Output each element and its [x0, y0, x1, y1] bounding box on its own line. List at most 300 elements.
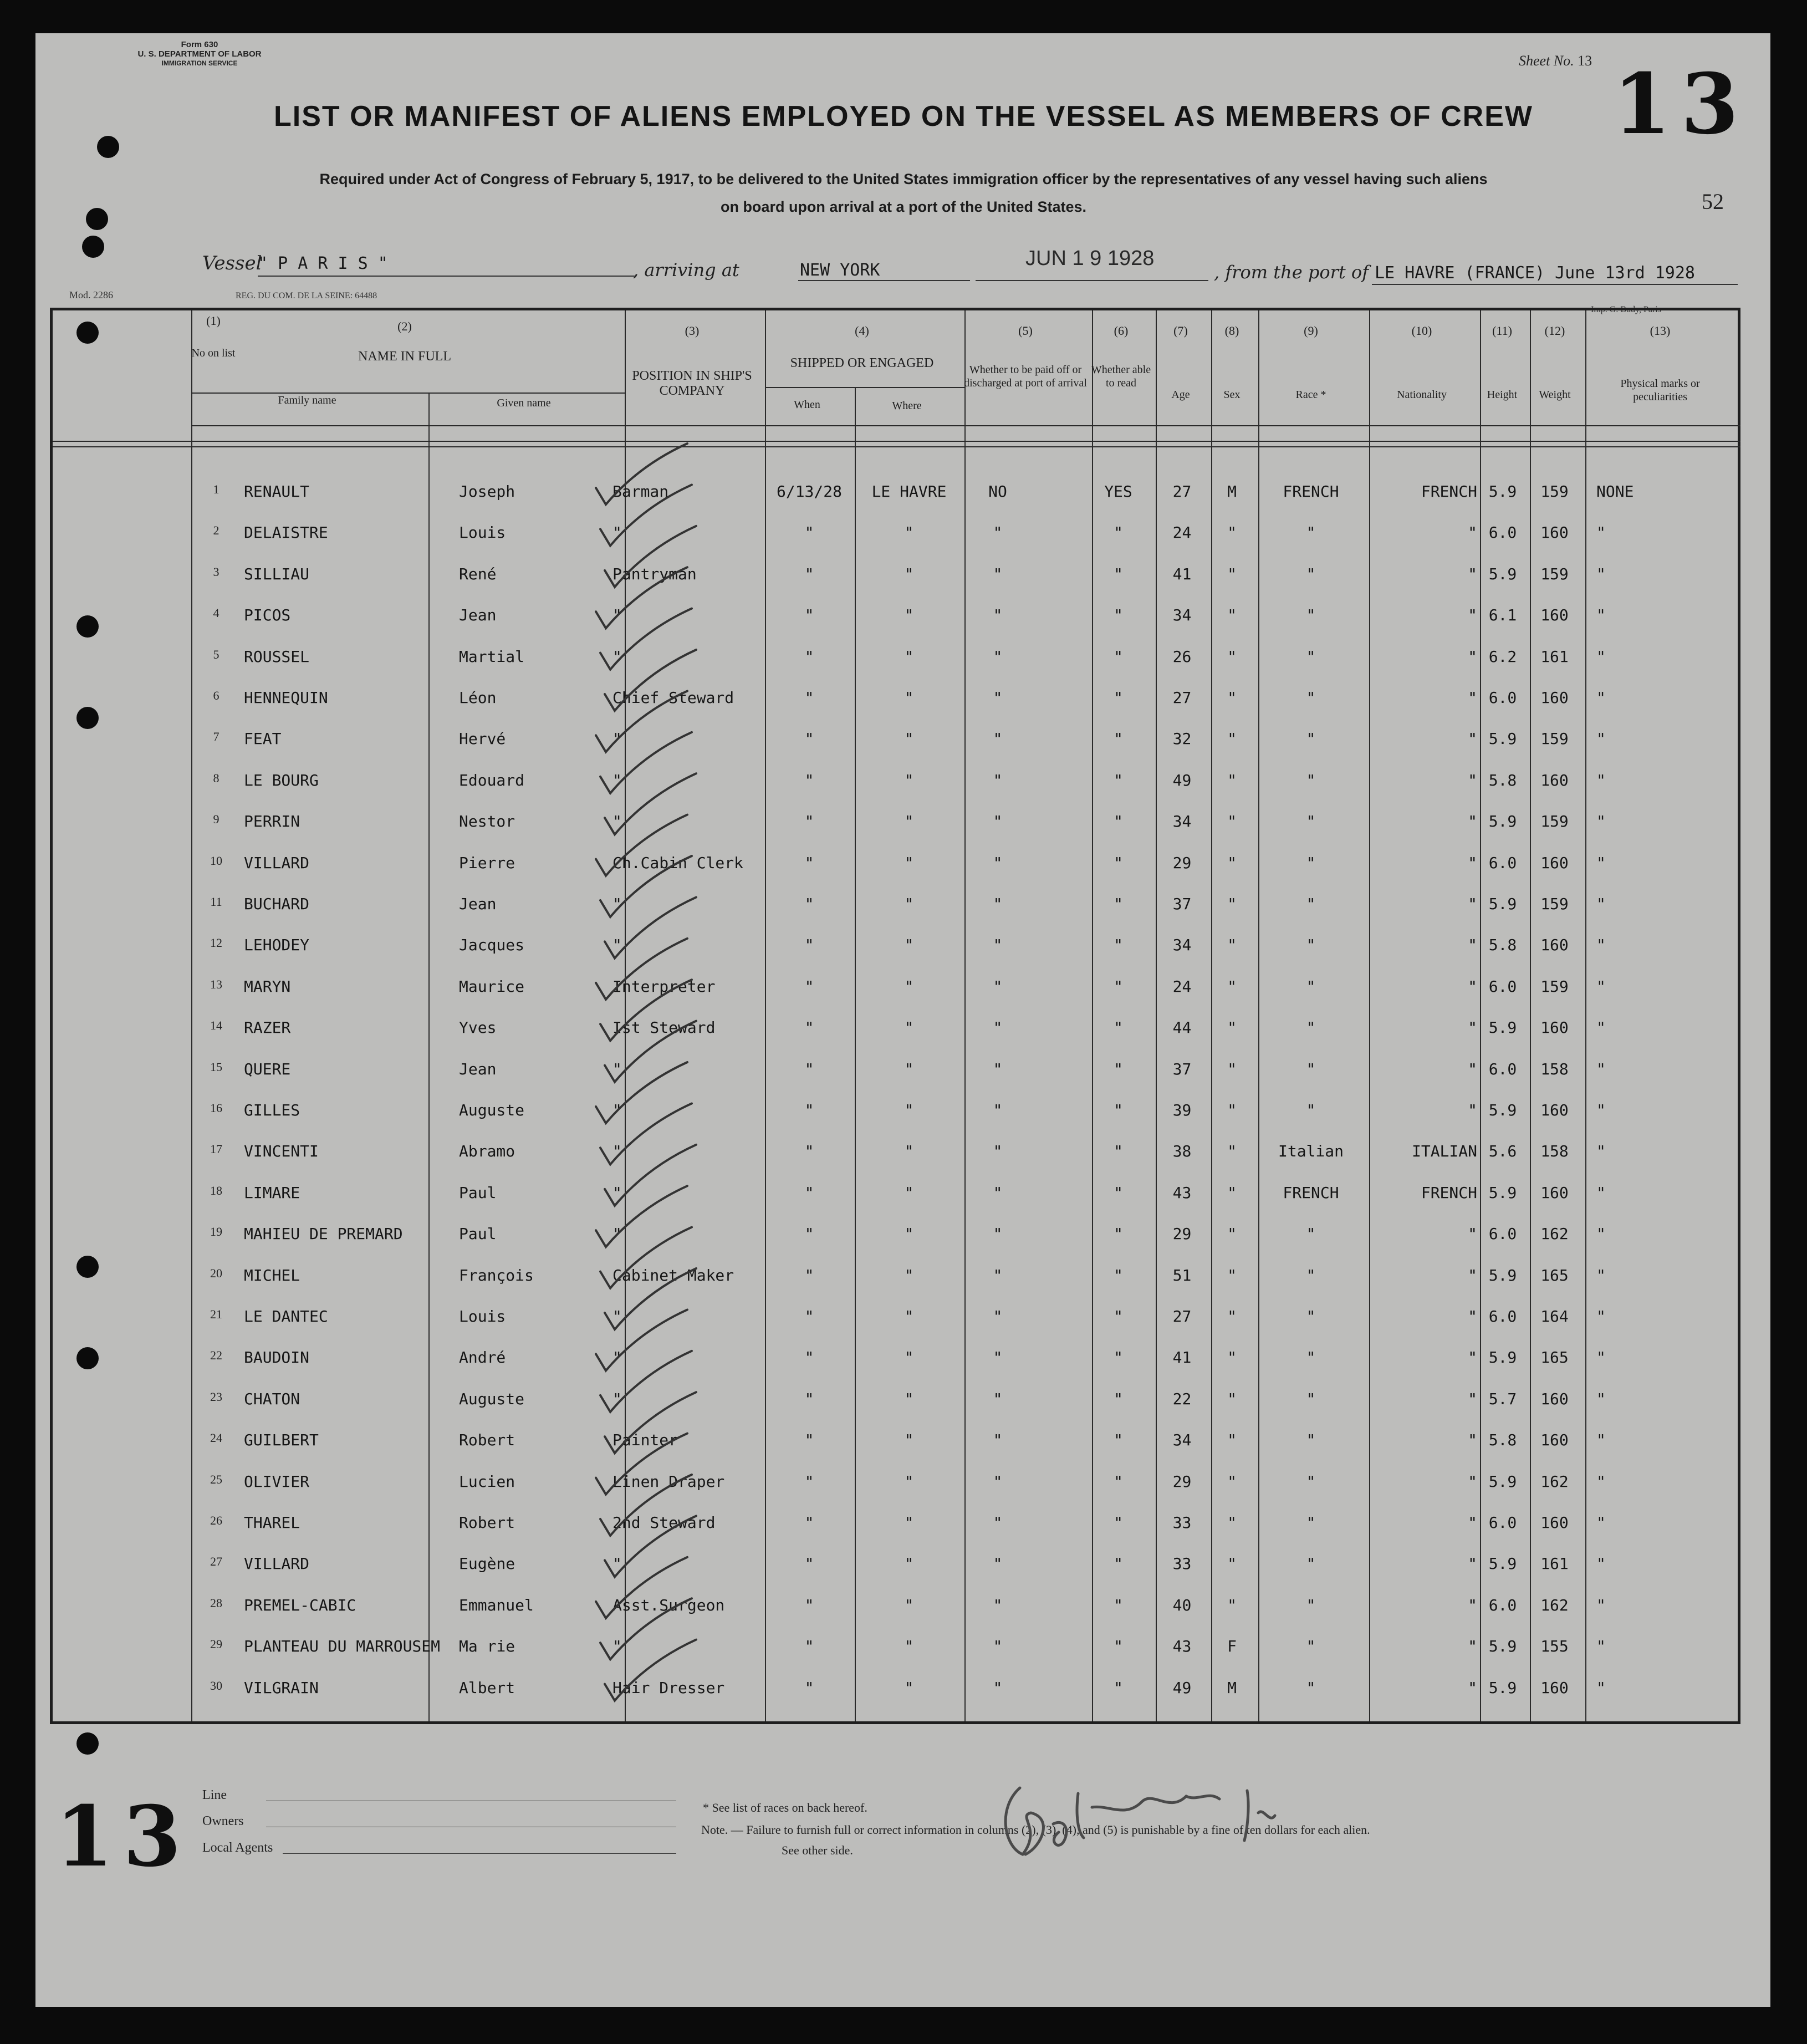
- row-15-weight: 158: [1540, 1059, 1569, 1078]
- service: IMMIGRATION SERVICE: [161, 59, 238, 67]
- row-6-race: ": [1306, 689, 1316, 707]
- row-5-where: ": [904, 647, 914, 666]
- row-24-when: ": [804, 1431, 814, 1450]
- row-14-height: 5.9: [1488, 1018, 1517, 1037]
- row-26-race: ": [1306, 1513, 1316, 1532]
- row-30-marks: ": [1596, 1678, 1606, 1697]
- row-6-weight: 160: [1540, 689, 1569, 707]
- row-12-family: LEHODEY: [244, 936, 310, 955]
- row-3-nationality: ": [1468, 564, 1477, 583]
- row-26-height: 6.0: [1488, 1513, 1517, 1532]
- row-15-when: ": [804, 1059, 814, 1078]
- row-5-no: 5: [213, 647, 220, 661]
- row-11-given: Jean: [459, 895, 497, 913]
- row-30-sex: M: [1227, 1678, 1237, 1697]
- row-11-read: ": [1114, 895, 1123, 913]
- row-27-position: ": [612, 1554, 622, 1573]
- row-17-family: VINCENTI: [244, 1142, 319, 1161]
- row-13-no: 13: [210, 977, 222, 991]
- row-11-family: BUCHARD: [244, 895, 310, 913]
- row-7-where: ": [904, 730, 914, 748]
- row-12-paid: ": [993, 936, 1003, 955]
- row-10-position: Ch.Cabin Clerk: [612, 853, 744, 872]
- row-3-height: 5.9: [1488, 564, 1517, 583]
- row-9-sex: ": [1227, 812, 1237, 831]
- row-14-where: ": [904, 1018, 914, 1037]
- row-18-sex: ": [1227, 1183, 1237, 1202]
- row-2-no: 2: [213, 523, 220, 538]
- row-23-nationality: ": [1468, 1389, 1477, 1408]
- col12-num: (12): [1544, 324, 1565, 338]
- row-29-weight: 155: [1540, 1637, 1569, 1656]
- row-18-where: ": [904, 1183, 914, 1202]
- row-18-height: 5.9: [1488, 1183, 1517, 1202]
- row-15-paid: ": [993, 1059, 1003, 1078]
- col2a-label: Family name: [278, 394, 336, 406]
- row-1-height: 5.9: [1488, 482, 1517, 501]
- row-10-paid: ": [993, 853, 1003, 872]
- row-25-sex: ": [1227, 1472, 1237, 1491]
- row-5-height: 6.2: [1488, 647, 1517, 666]
- row-20-sex: ": [1227, 1266, 1237, 1284]
- row-21-given: Louis: [459, 1307, 506, 1326]
- row-26-where: ": [904, 1513, 914, 1532]
- row-17-read: ": [1114, 1142, 1123, 1161]
- arriving-port: NEW YORK: [800, 261, 880, 280]
- row-4-position: ": [612, 606, 622, 625]
- row-29-age: 43: [1172, 1637, 1192, 1656]
- subtitle-line1: Required under Act of Congress of February 5, 1917, to be delivered to the United States immigration officer by the representatives of any vessel having such aliens: [319, 171, 1488, 187]
- row-16-height: 5.9: [1488, 1101, 1517, 1119]
- row-2-paid: ": [993, 523, 1003, 542]
- row-13-when: ": [804, 977, 814, 996]
- row-12-when: ": [804, 936, 814, 955]
- row-30-nationality: ": [1468, 1678, 1477, 1697]
- row-1-no: 1: [213, 482, 220, 496]
- col11-num: (11): [1492, 324, 1512, 338]
- row-28-sex: ": [1227, 1596, 1237, 1614]
- row-14-when: ": [804, 1018, 814, 1037]
- row-4-race: ": [1306, 606, 1316, 625]
- row-29-read: ": [1114, 1637, 1123, 1656]
- row-16-read: ": [1114, 1101, 1123, 1119]
- row-2-age: 24: [1172, 523, 1192, 542]
- row-6-marks: ": [1596, 689, 1606, 707]
- row-9-nationality: ": [1468, 812, 1477, 831]
- row-26-given: Robert: [459, 1513, 515, 1532]
- col3-num: (3): [685, 324, 700, 338]
- row-10-height: 6.0: [1488, 853, 1517, 872]
- row-9-given: Nestor: [459, 812, 515, 831]
- row-4-marks: ": [1596, 606, 1606, 625]
- row-24-read: ": [1114, 1431, 1123, 1450]
- row-7-no: 7: [213, 730, 220, 744]
- row-10-where: ": [904, 853, 914, 872]
- col2-num-text: (2): [397, 319, 412, 333]
- row-10-when: ": [804, 853, 814, 872]
- row-30-where: ": [904, 1678, 914, 1697]
- row-19-race: ": [1306, 1225, 1316, 1243]
- row-24-height: 5.8: [1488, 1431, 1517, 1450]
- printer-imprint: Imp. G. Budy, Paris: [1591, 305, 1661, 314]
- row-7-nationality: ": [1468, 730, 1477, 748]
- row-8-no: 8: [213, 771, 220, 785]
- row-20-given: François: [459, 1266, 534, 1284]
- row-1-when: 6/13/28: [776, 482, 842, 501]
- row-9-family: PERRIN: [244, 812, 300, 831]
- sheet-no: 13: [1578, 53, 1592, 69]
- row-28-nationality: ": [1468, 1596, 1477, 1614]
- row-22-read: ": [1114, 1348, 1123, 1367]
- col13-num: (13): [1650, 324, 1671, 338]
- row-6-given: Léon: [459, 689, 497, 707]
- row-13-where: ": [904, 977, 914, 996]
- row-29-marks: ": [1596, 1637, 1606, 1656]
- row-8-height: 5.8: [1488, 771, 1517, 789]
- row-30-family: VILGRAIN: [244, 1678, 319, 1697]
- row-30-paid: ": [993, 1678, 1003, 1697]
- races-note: * See list of races on back hereof.: [703, 1801, 867, 1814]
- row-14-paid: ": [993, 1018, 1003, 1037]
- row-17-given: Abramo: [459, 1142, 515, 1161]
- row-26-age: 33: [1172, 1513, 1192, 1532]
- col4b-label: Where: [892, 400, 922, 412]
- row-11-paid: ": [993, 895, 1003, 913]
- line-label: Line: [202, 1788, 227, 1802]
- row-18-when: ": [804, 1183, 814, 1202]
- row-14-race: ": [1306, 1018, 1316, 1037]
- col13-label: Physical marks or peculiarities: [1620, 378, 1700, 403]
- row-2-given: Louis: [459, 523, 506, 542]
- row-22-nationality: ": [1468, 1348, 1477, 1367]
- big-number-bottom: 13: [55, 1788, 191, 1885]
- row-19-height: 6.0: [1488, 1225, 1517, 1243]
- row-17-marks: ": [1596, 1142, 1606, 1161]
- row-27-marks: ": [1596, 1554, 1606, 1573]
- row-21-where: ": [904, 1307, 914, 1326]
- row-26-when: ": [804, 1513, 814, 1532]
- row-13-paid: ": [993, 977, 1003, 996]
- row-23-weight: 160: [1540, 1389, 1569, 1408]
- row-26-read: ": [1114, 1513, 1123, 1532]
- col7-label: Age: [1171, 389, 1190, 401]
- row-8-family: LE BOURG: [244, 771, 319, 789]
- date-stamp: JUN 1 9 1928: [1025, 247, 1155, 270]
- row-9-paid: ": [993, 812, 1003, 831]
- row-17-when: ": [804, 1142, 814, 1161]
- row-30-position: Hair Dresser: [612, 1678, 725, 1697]
- row-28-where: ": [904, 1596, 914, 1614]
- row-28-position: Asst.Surgeon: [612, 1596, 725, 1614]
- row-3-marks: ": [1596, 564, 1606, 583]
- row-13-given: Maurice: [459, 977, 525, 996]
- row-16-paid: ": [993, 1101, 1003, 1119]
- row-19-position: ": [612, 1225, 622, 1243]
- row-2-read: ": [1114, 523, 1123, 542]
- row-10-no: 10: [210, 853, 222, 868]
- row-13-height: 6.0: [1488, 977, 1517, 996]
- row-3-sex: ": [1227, 564, 1237, 583]
- row-27-when: ": [804, 1554, 814, 1573]
- col6-label: Whether able to read: [1091, 364, 1151, 389]
- row-21-no: 21: [210, 1307, 222, 1321]
- row-6-family: HENNEQUIN: [244, 689, 328, 707]
- row-3-race: ": [1306, 564, 1316, 583]
- row-25-height: 5.9: [1488, 1472, 1517, 1491]
- row-18-family: LIMARE: [244, 1183, 300, 1202]
- row-1-where: LE HAVRE: [871, 482, 947, 501]
- row-30-height: 5.9: [1488, 1678, 1517, 1697]
- row-22-when: ": [804, 1348, 814, 1367]
- row-17-nationality: ITALIAN: [1411, 1142, 1477, 1161]
- row-9-weight: 159: [1540, 812, 1569, 831]
- vessel-label: Vessel: [202, 252, 262, 274]
- row-11-where: ": [904, 895, 914, 913]
- row-13-age: 24: [1172, 977, 1192, 996]
- row-22-marks: ": [1596, 1348, 1606, 1367]
- row-29-height: 5.9: [1488, 1637, 1517, 1656]
- subtitle-line2: on board upon arrival at a port of the United States.: [720, 198, 1087, 215]
- row-4-given: Jean: [459, 606, 497, 625]
- row-7-age: 32: [1172, 730, 1192, 748]
- row-27-race: ": [1306, 1554, 1316, 1573]
- row-27-nationality: ": [1468, 1554, 1477, 1573]
- row-7-given: Hervé: [459, 730, 506, 748]
- row-19-given: Paul: [459, 1225, 497, 1243]
- row-28-read: ": [1114, 1596, 1123, 1614]
- row-29-paid: ": [993, 1637, 1003, 1656]
- row-3-given: René: [459, 564, 497, 583]
- row-17-sex: ": [1227, 1142, 1237, 1161]
- row-14-nationality: ": [1468, 1018, 1477, 1037]
- row-29-family: PLANTEAU DU MARROUSEM: [244, 1637, 441, 1656]
- row-21-family: LE DANTEC: [244, 1307, 328, 1326]
- row-15-nationality: ": [1468, 1059, 1477, 1078]
- row-14-position: Ist Steward: [612, 1018, 716, 1037]
- row-29-where: ": [904, 1637, 914, 1656]
- row-13-sex: ": [1227, 977, 1237, 996]
- row-9-position: ": [612, 812, 622, 831]
- row-16-age: 39: [1172, 1101, 1192, 1119]
- row-17-height: 5.6: [1488, 1142, 1517, 1161]
- row-10-family: VILLARD: [244, 853, 310, 872]
- row-21-height: 6.0: [1488, 1307, 1517, 1326]
- row-16-when: ": [804, 1101, 814, 1119]
- row-25-family: OLIVIER: [244, 1472, 310, 1491]
- row-1-sex: M: [1227, 482, 1237, 501]
- row-19-when: ": [804, 1225, 814, 1243]
- row-8-nationality: ": [1468, 771, 1477, 789]
- row-23-given: Auguste: [459, 1389, 525, 1408]
- row-19-read: ": [1114, 1225, 1123, 1243]
- row-22-no: 22: [210, 1348, 222, 1363]
- row-24-where: ": [904, 1431, 914, 1450]
- row-9-no: 9: [213, 812, 220, 827]
- row-29-sex: F: [1227, 1637, 1237, 1656]
- col8-label: Sex: [1223, 389, 1241, 401]
- row-2-sex: ": [1227, 523, 1237, 542]
- row-25-position: Linen Draper: [612, 1472, 725, 1491]
- row-4-height: 6.1: [1488, 606, 1517, 625]
- row-23-no: 23: [210, 1389, 222, 1404]
- col1-label: No on list: [191, 347, 236, 359]
- from-label: , from the port of: [1214, 262, 1369, 283]
- row-28-weight: 162: [1540, 1596, 1569, 1614]
- row-22-where: ": [904, 1348, 914, 1367]
- row-18-nationality: FRENCH: [1421, 1183, 1477, 1202]
- row-2-family: DELAISTRE: [244, 523, 328, 542]
- row-11-height: 5.9: [1488, 895, 1517, 913]
- row-20-weight: 165: [1540, 1266, 1569, 1284]
- row-21-sex: ": [1227, 1307, 1237, 1326]
- row-18-no: 18: [210, 1183, 222, 1197]
- row-8-age: 49: [1172, 771, 1192, 789]
- row-8-sex: ": [1227, 771, 1237, 789]
- row-26-weight: 160: [1540, 1513, 1569, 1532]
- row-8-weight: 160: [1540, 771, 1569, 789]
- row-29-when: ": [804, 1637, 814, 1656]
- row-21-nationality: ": [1468, 1307, 1477, 1326]
- row-20-when: ": [804, 1266, 814, 1284]
- row-30-weight: 160: [1540, 1678, 1569, 1697]
- row-14-read: ": [1114, 1018, 1123, 1037]
- penalty-note: Note. — Failure to furnish full or correct information in columns (2), (3), (4), and (5) is punishable by a fine of ten dollars for each alien.: [701, 1823, 1370, 1837]
- row-7-family: FEAT: [244, 730, 282, 748]
- row-1-given: Joseph: [459, 482, 515, 501]
- row-18-paid: ": [993, 1183, 1003, 1202]
- row-7-position: ": [612, 730, 622, 748]
- row-27-given: Eugène: [459, 1554, 515, 1573]
- row-22-position: ": [612, 1348, 622, 1367]
- row-28-when: ": [804, 1596, 814, 1614]
- row-16-marks: ": [1596, 1101, 1606, 1119]
- row-28-paid: ": [993, 1596, 1003, 1614]
- row-23-when: ": [804, 1389, 814, 1408]
- row-21-race: ": [1306, 1307, 1316, 1326]
- row-6-where: ": [904, 689, 914, 707]
- row-24-family: GUILBERT: [244, 1431, 319, 1450]
- row-10-sex: ": [1227, 853, 1237, 872]
- row-11-race: ": [1306, 895, 1316, 913]
- arriving-label: , arriving at: [633, 259, 739, 281]
- row-8-where: ": [904, 771, 914, 789]
- row-7-race: ": [1306, 730, 1316, 748]
- row-15-height: 6.0: [1488, 1059, 1517, 1078]
- row-3-where: ": [904, 564, 914, 583]
- row-5-paid: ": [993, 647, 1003, 666]
- row-12-race: ": [1306, 936, 1316, 955]
- row-1-position: Barman: [612, 482, 669, 501]
- row-24-nationality: ": [1468, 1431, 1477, 1450]
- row-12-position: ": [612, 936, 622, 955]
- row-23-where: ": [904, 1389, 914, 1408]
- col4-num: (4): [855, 324, 869, 338]
- col10-label: Nationality: [1397, 389, 1447, 401]
- row-7-read: ": [1114, 730, 1123, 748]
- row-3-paid: ": [993, 564, 1003, 583]
- row-23-race: ": [1306, 1389, 1316, 1408]
- row-6-height: 6.0: [1488, 689, 1517, 707]
- row-25-race: ": [1306, 1472, 1316, 1491]
- row-4-paid: ": [993, 606, 1003, 625]
- row-16-sex: ": [1227, 1101, 1237, 1119]
- row-18-race: FRENCH: [1283, 1183, 1339, 1202]
- row-24-race: ": [1306, 1431, 1316, 1450]
- row-24-sex: ": [1227, 1431, 1237, 1450]
- row-14-age: 44: [1172, 1018, 1192, 1037]
- row-16-nationality: ": [1468, 1101, 1477, 1119]
- row-11-position: ": [612, 895, 622, 913]
- row-11-age: 37: [1172, 895, 1192, 913]
- col2b-label: Given name: [497, 397, 551, 409]
- row-28-age: 40: [1172, 1596, 1192, 1614]
- row-28-family: PREMEL-CABIC: [244, 1596, 356, 1614]
- row-22-family: BAUDOIN: [244, 1348, 310, 1367]
- row-21-paid: ": [993, 1307, 1003, 1326]
- row-14-sex: ": [1227, 1018, 1237, 1037]
- row-20-marks: ": [1596, 1266, 1606, 1284]
- row-20-height: 5.9: [1488, 1266, 1517, 1284]
- see-other-side: See other side.: [782, 1843, 853, 1857]
- row-10-nationality: ": [1468, 853, 1477, 872]
- registry-number: REG. DU COM. DE LA SEINE: 64488: [236, 291, 377, 300]
- row-24-age: 34: [1172, 1431, 1192, 1450]
- row-6-position: Chief Steward: [612, 689, 734, 707]
- col5-num: (5): [1018, 324, 1033, 338]
- row-15-where: ": [904, 1059, 914, 1078]
- row-9-age: 34: [1172, 812, 1192, 831]
- col4a-label: When: [794, 399, 820, 411]
- col9-label: Race *: [1295, 389, 1326, 401]
- form-title: LIST OR MANIFEST OF ALIENS EMPLOYED ON THE VESSEL AS MEMBERS OF CREW: [274, 100, 1533, 132]
- row-24-no: 24: [210, 1431, 222, 1445]
- row-30-read: ": [1114, 1678, 1123, 1697]
- row-30-no: 30: [210, 1678, 222, 1693]
- row-5-age: 26: [1172, 647, 1192, 666]
- row-26-position: 2nd Steward: [612, 1513, 716, 1532]
- big-number-top: 13: [1613, 55, 1749, 153]
- col9-num: (9): [1304, 324, 1318, 338]
- row-20-race: ": [1306, 1266, 1316, 1284]
- row-27-where: ": [904, 1554, 914, 1573]
- vessel-name: " P A R I S ": [258, 254, 388, 273]
- row-25-nationality: ": [1468, 1472, 1477, 1491]
- row-10-given: Pierre: [459, 853, 515, 872]
- department: U. S. DEPARTMENT OF LABOR: [137, 49, 262, 59]
- row-1-paid: NO: [988, 482, 1007, 501]
- row-6-paid: ": [993, 689, 1003, 707]
- col10-num: (10): [1411, 324, 1432, 338]
- col4-label: SHIPPED OR ENGAGED: [790, 356, 934, 370]
- row-17-race: Italian: [1278, 1142, 1344, 1161]
- row-23-sex: ": [1227, 1389, 1237, 1408]
- row-9-where: ": [904, 812, 914, 831]
- row-4-weight: 160: [1540, 606, 1569, 625]
- row-5-read: ": [1114, 647, 1123, 666]
- row-26-sex: ": [1227, 1513, 1237, 1532]
- row-29-no: 29: [210, 1637, 222, 1651]
- row-9-marks: ": [1596, 812, 1606, 831]
- row-8-marks: ": [1596, 771, 1606, 789]
- row-27-read: ": [1114, 1554, 1123, 1573]
- row-14-marks: ": [1596, 1018, 1606, 1037]
- row-19-family: MAHIEU DE PREMARD: [244, 1225, 403, 1243]
- owners-label: Owners: [202, 1814, 244, 1828]
- row-23-height: 5.7: [1488, 1389, 1517, 1408]
- row-28-race: ": [1306, 1596, 1316, 1614]
- row-28-height: 6.0: [1488, 1596, 1517, 1614]
- row-3-age: 41: [1172, 564, 1192, 583]
